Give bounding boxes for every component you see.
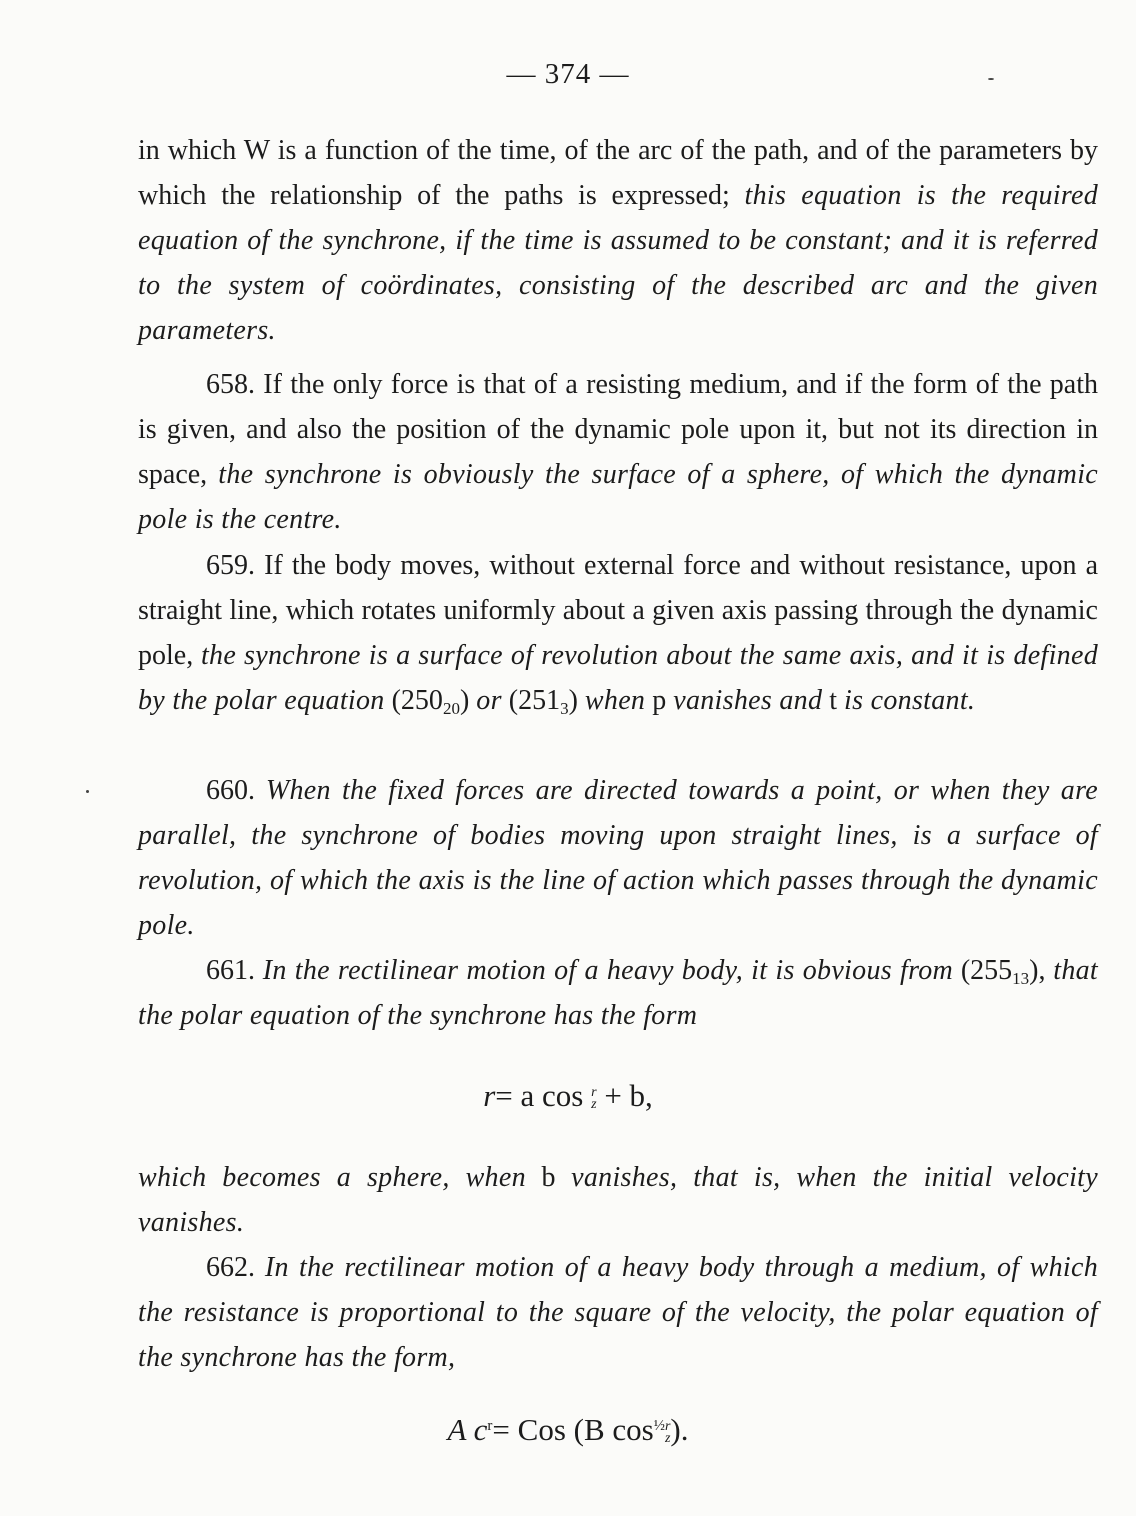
text-normal: If the body moves, without external force and without resistance, upon a straight line, which rotates uniformly about a given axis passing through the dynamic pole, bbox=[138, 550, 1098, 671]
text-italic: when bbox=[584, 685, 646, 716]
page-number: — 374 — bbox=[506, 58, 630, 90]
print-speck bbox=[988, 78, 994, 80]
text-italic: the synchrone is a surface of revolution about the same axis, and it is defined by the polar equation bbox=[138, 640, 1098, 716]
print-speck bbox=[86, 790, 89, 793]
variable-b: b bbox=[541, 1162, 556, 1193]
paragraph-662 bbox=[138, 1245, 1098, 1380]
text-normal: in which W is a function of the time, of the arc of the path, and of the parameters by which the relationship of the paths is expressed; bbox=[138, 135, 1098, 211]
formula-synchrone-sphere: r= a cos r z + b, bbox=[483, 1078, 653, 1113]
text-italic: the synchrone is obviously the surface of a sphere, of which the dynamic pole is the centre. bbox=[138, 459, 1099, 535]
text-italic: this equation is the required equation of the synchrone, if the time is assumed to be constant; and it is referred to the system of coördinates, consisting of the described arc and the given parameters. bbox=[138, 180, 1099, 346]
text-italic: vanishes, that is, when the initial velocity vanishes. bbox=[138, 1162, 1098, 1238]
equation-reference: $(250_{20})$ bbox=[391, 685, 470, 718]
text-italic: In the rectilinear motion of a heavy body through a medium, of which the resistance is proportional to the square of the velocity, the polar equation of the synchrone has the form, bbox=[138, 1252, 1098, 1373]
text-italic: In the rectilinear motion of a heavy body, it is obvious from bbox=[262, 955, 954, 986]
equation-reference: $(255_{13})$, bbox=[960, 955, 1046, 988]
text-italic: which becomes a sphere, when bbox=[138, 1162, 526, 1193]
section-number: 659. bbox=[206, 550, 255, 581]
fraction: r z bbox=[664, 1419, 671, 1446]
fraction: r z bbox=[591, 1085, 597, 1112]
section-number: 658. bbox=[206, 369, 255, 400]
text-italic: or bbox=[476, 685, 502, 716]
section-number: 660. bbox=[206, 775, 255, 806]
paragraph-660 bbox=[138, 768, 1098, 948]
text-italic: is constant. bbox=[844, 685, 976, 716]
text-italic: vanishes and bbox=[673, 685, 823, 716]
text-italic: that the polar equation of the synchrone has the form bbox=[138, 955, 1099, 1031]
section-number: 662. bbox=[206, 1252, 255, 1283]
section-number: 661. bbox=[206, 955, 255, 986]
paragraph-659 bbox=[138, 543, 1098, 723]
variable-t: t bbox=[829, 685, 838, 716]
text-normal: If the only force is that of a resisting medium, and if the form of the path is given, and also the position of the dynamic pole upon it, but not its direction in space, bbox=[138, 369, 1099, 490]
paragraph-661 bbox=[138, 948, 1098, 1038]
paragraph-658 bbox=[138, 362, 1098, 542]
paragraph-657-continuation bbox=[138, 128, 1098, 353]
equation-reference: $(251_3)$ bbox=[508, 685, 578, 718]
text-italic: When the fixed forces are directed towards a point, or when they are parallel, the synchrone of bodies moving upon straight lines, is a surface of revolution, of which the axis is the line of action which passes through the dynamic pole. bbox=[138, 775, 1098, 941]
formula-synchrone-medium: A $c^r=$ Cos (B $\cos^{\frac{1}{2}}$ r z ). bbox=[447, 1412, 689, 1447]
variable-p: p bbox=[652, 685, 667, 716]
paragraph-661-continuation bbox=[138, 1155, 1098, 1245]
